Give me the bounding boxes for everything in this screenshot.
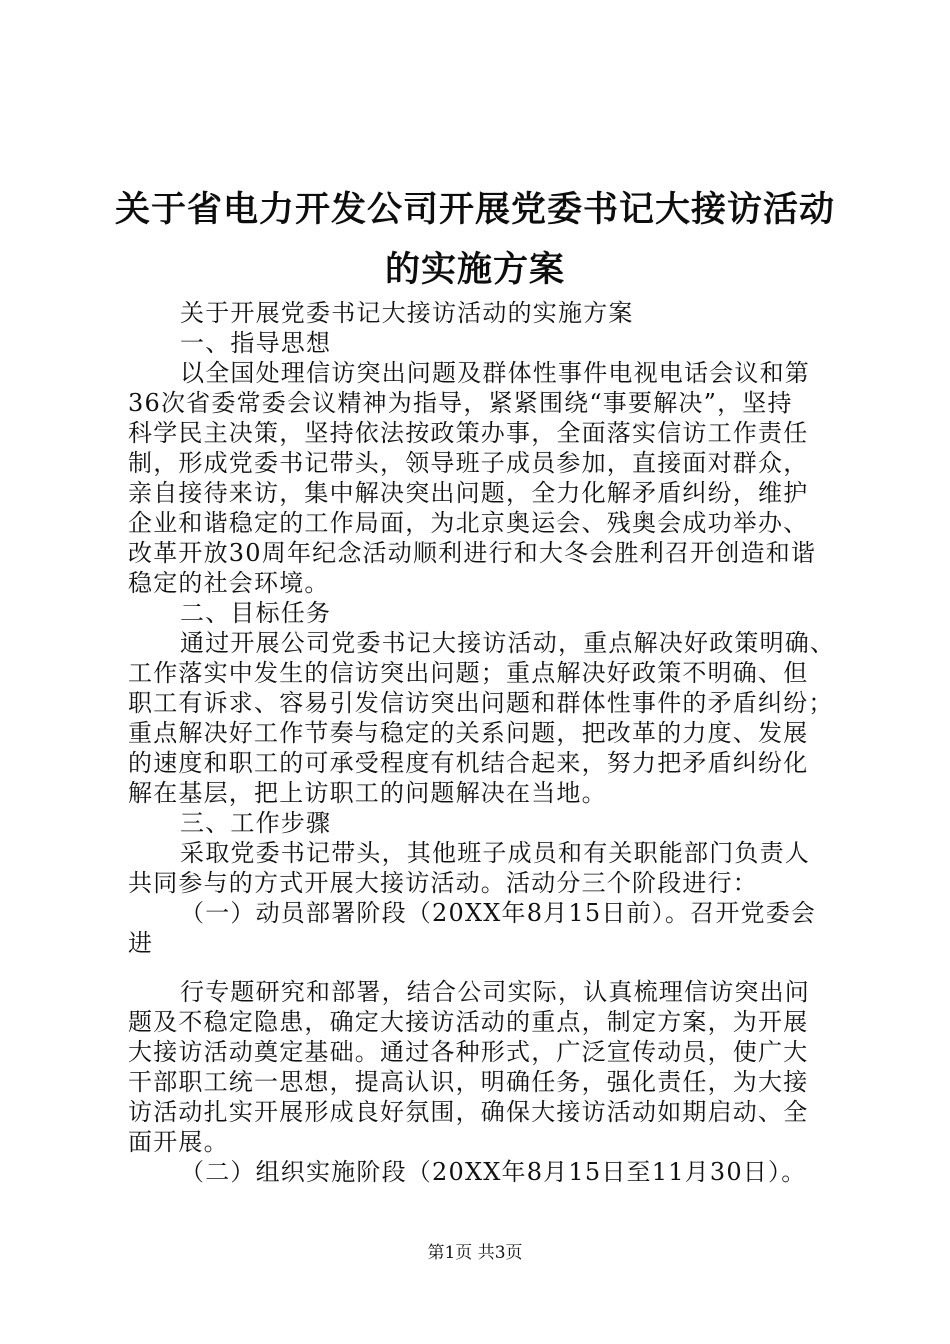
- paragraph-line: （二）组织实施阶段（20XX年8月15日至11月30日）。: [180, 1158, 807, 1186]
- subtitle-line: 关于开展党委书记大接访活动的实施方案: [180, 299, 634, 327]
- paragraph-line: 通过开展公司党委书记大接访活动，重点解决好政策明确、: [180, 629, 836, 657]
- section-heading: 一、指导思想: [180, 329, 332, 357]
- paragraph-line: （一）动员部署阶段（20XX年8月15日前）。召开党委会: [180, 899, 817, 927]
- paragraph-line: 进: [128, 929, 154, 957]
- paragraph-line: 企业和谐稳定的工作局面，为北京奥运会、残奥会成功举办、: [128, 509, 809, 537]
- paragraph-line: 题及不稳定隐患，确定大接访活动的重点，制定方案，为开展: [128, 1008, 809, 1036]
- document-title-line-2: 的实施方案: [384, 250, 565, 290]
- paragraph-line: 面开展。: [128, 1128, 229, 1156]
- paragraph-gap: [128, 958, 840, 977]
- paragraph-line: 制，形成党委书记带头，领导班子成员参加，直接面对群众，: [128, 449, 809, 477]
- paragraph-line: 干部职工统一思想，提高认识，明确任务，强化责任，为大接: [128, 1068, 809, 1096]
- page-number-footer: 第1页 共3页: [427, 1243, 523, 1263]
- section-heading: 三、工作步骤: [180, 809, 332, 837]
- paragraph-line: 36次省委常委会议精神为指导，紧紧围绕“事要解决”，坚持: [128, 389, 793, 417]
- paragraph-line: 重点解决好工作节奏与稳定的关系问题，把改革的力度、发展: [128, 719, 809, 747]
- paragraph-line: 共同参与的方式开展大接访活动。活动分三个阶段进行：: [128, 869, 758, 897]
- paragraph-line: 科学民主决策，坚持依法按政策办事，全面落实信访工作责任: [128, 419, 809, 447]
- document-body: [128, 298, 840, 1187]
- paragraph-line: 稳定的社会环境。: [128, 569, 330, 597]
- paragraph-line: 以全国处理信访突出问题及群体性事件电视电话会议和第: [180, 359, 810, 387]
- paragraph-line: 采取党委书记带头，其他班子成员和有关职能部门负责人: [180, 839, 810, 867]
- paragraph-line: 亲自接待来访，集中解决突出问题，全力化解矛盾纠纷，维护: [128, 479, 809, 507]
- section-heading: 二、目标任务: [180, 599, 332, 627]
- paragraph-line: 解在基层，把上访职工的问题解决在当地。: [128, 779, 607, 807]
- paragraph-line: 的速度和职工的可承受程度有机结合起来，努力把矛盾纠纷化: [128, 749, 809, 777]
- paragraph-line: 工作落实中发生的信访突出问题；重点解决好政策不明确、但: [128, 659, 809, 687]
- paragraph-line: 职工有诉求、容易引发信访突出问题和群体性事件的矛盾纠纷；: [128, 689, 834, 717]
- paragraph-line: 大接访活动奠定基础。通过各种形式，广泛宣传动员，使广大: [128, 1038, 809, 1066]
- document-title-line-1: 关于省电力开发公司开展党委书记大接访活动: [114, 190, 835, 230]
- paragraph-line: 改革开放30周年纪念活动顺利进行和大冬会胜利召开创造和谐: [128, 539, 817, 567]
- paragraph-line: 行专题研究和部署，结合公司实际，认真梳理信访突出问: [180, 978, 810, 1006]
- paragraph-line: 访活动扎实开展形成良好氛围，确保大接访活动如期启动、全: [128, 1098, 809, 1126]
